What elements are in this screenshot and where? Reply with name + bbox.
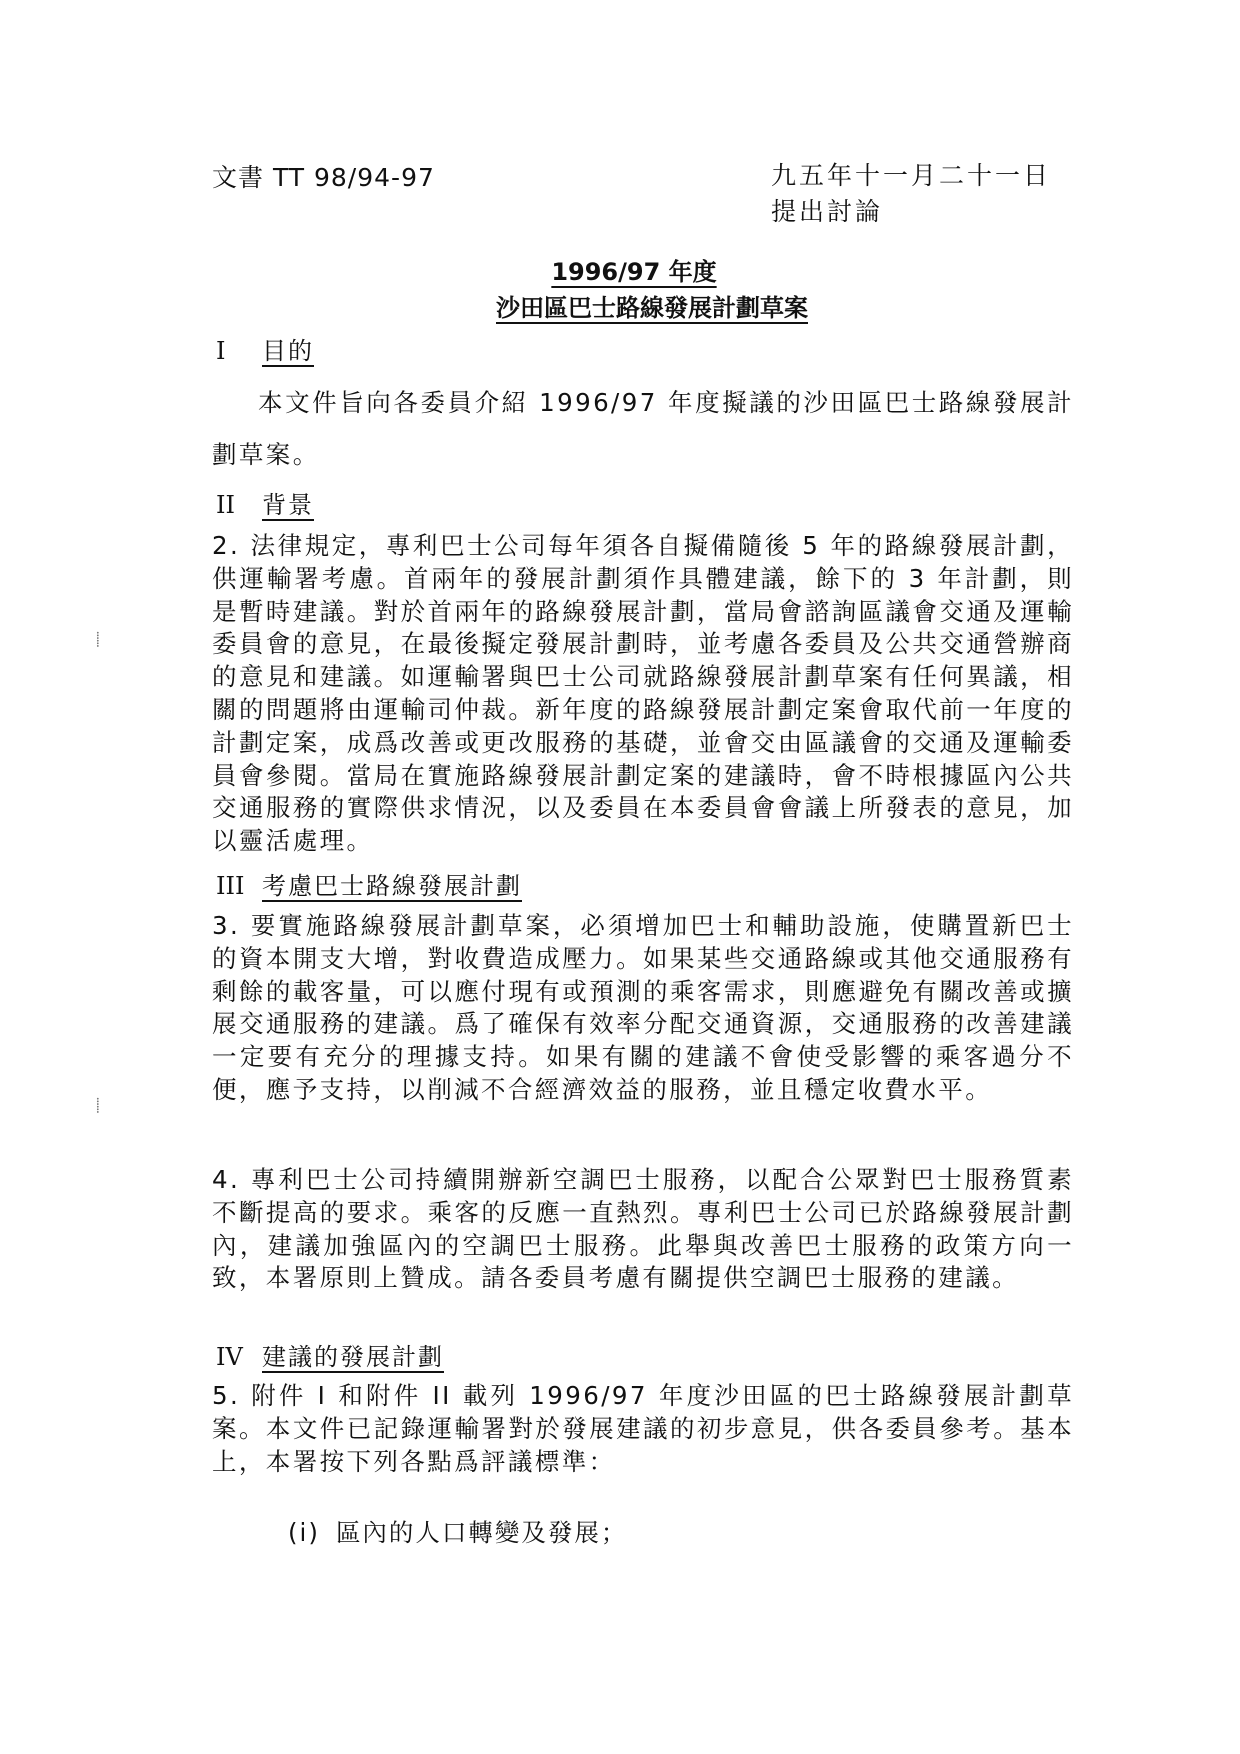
paragraph-purpose: 本文件旨向各委員介紹 1996/97 年度擬議的沙田區巴士路線發展計劃草案。 xyxy=(212,388,1074,469)
section-heading-considerations: III 考慮巴士路線發展計劃 xyxy=(216,872,522,900)
paragraph-3: 3. 要實施路線發展計劃草案，必須增加巴士和輔助設施，使購置新巴士的資本開支大增，對收費造成壓力。如果某些交通路線或其他交通服務有剩餘的載客量，可以應付現有或預測的乘客需求，則應避免有關改善或擴展交通服務的建議。爲了確保有效率分配交通資源，交通服務的改善建議一定要有充分的理據支持。如果有關的建議不會使受影響的乘客過分不便，應予支持，以削減不合經濟效益的服務，並且穩定收費水平。 xyxy=(212,911,1074,1104)
section-heading-background: II 背景 xyxy=(216,491,314,519)
section-heading-purpose: I 目的 xyxy=(216,337,314,365)
document-title: 沙田區巴士路線發展計劃草案 xyxy=(496,294,808,322)
section-heading-proposals: IV 建議的發展計劃 xyxy=(216,1343,444,1371)
paragraph-5: 5. 附件 I 和附件 II 載列 1996/97 年度沙田區的巴士路線發展計劃草案。本文件已記錄運輸署對於發展建議的初步意見，供各委員參考。基本上，本署按下列各點爲評議標準： xyxy=(212,1381,1074,1476)
date-line: 九五年十一月二十一日 xyxy=(771,161,1052,190)
list-item: (i) 區內的人口轉變及發展； xyxy=(288,1518,628,1547)
paragraph-4: 4. 專利巴士公司持續開辦新空調巴士服務，以配合公眾對巴士服務質素不斷提高的要求。乘客的反應一直熱烈。專利巴士公司已於路線發展計劃內，建議加強區內的空調巴士服務。此舉與改善巴士服務的政策方向一致，本署原則上贊成。請各委員考慮有關提供空調巴士服務的建議。 xyxy=(212,1165,1074,1293)
submission-date xyxy=(771,158,1051,230)
date-note: 提出討論 xyxy=(771,197,884,226)
paragraph-2: 2. 法律規定，專利巴士公司每年須各自擬備隨後 5 年的路線發展計劃，供運輸署考慮。首兩年的發展計劃須作具體建議，餘下的 3 年計劃，則是暫時建議。對於首兩年的路線發展計劃，當局會諮詢區議會交通及運輸委員會的意見，在最後擬定發展計劃時，並考慮各委員及公共交通營辦商的意見和建議。如運輸署與巴士公司就路線發展計劃草案有任何異議，相關的問題將由運輸司仲裁。新年度的路線發展計劃定案會取代前一年度的計劃定案，成爲改善或更改服務的基礎，並會交由區議會的交通及運輸委員會參閱。當局在實施路線發展計劃定案的建議時，會不時根據區內公共交通服務的實際供求情況，以及委員在本委員會會議上所發表的意見，加以靈活處理。 xyxy=(212,531,1074,856)
scan-artifact: ⸽ xyxy=(96,632,100,648)
document-reference: 文書 TT 98/94-97 xyxy=(212,163,435,192)
scan-artifact: ⸽ xyxy=(96,1098,100,1114)
document-title-year: 1996/97 年度 xyxy=(551,258,717,286)
